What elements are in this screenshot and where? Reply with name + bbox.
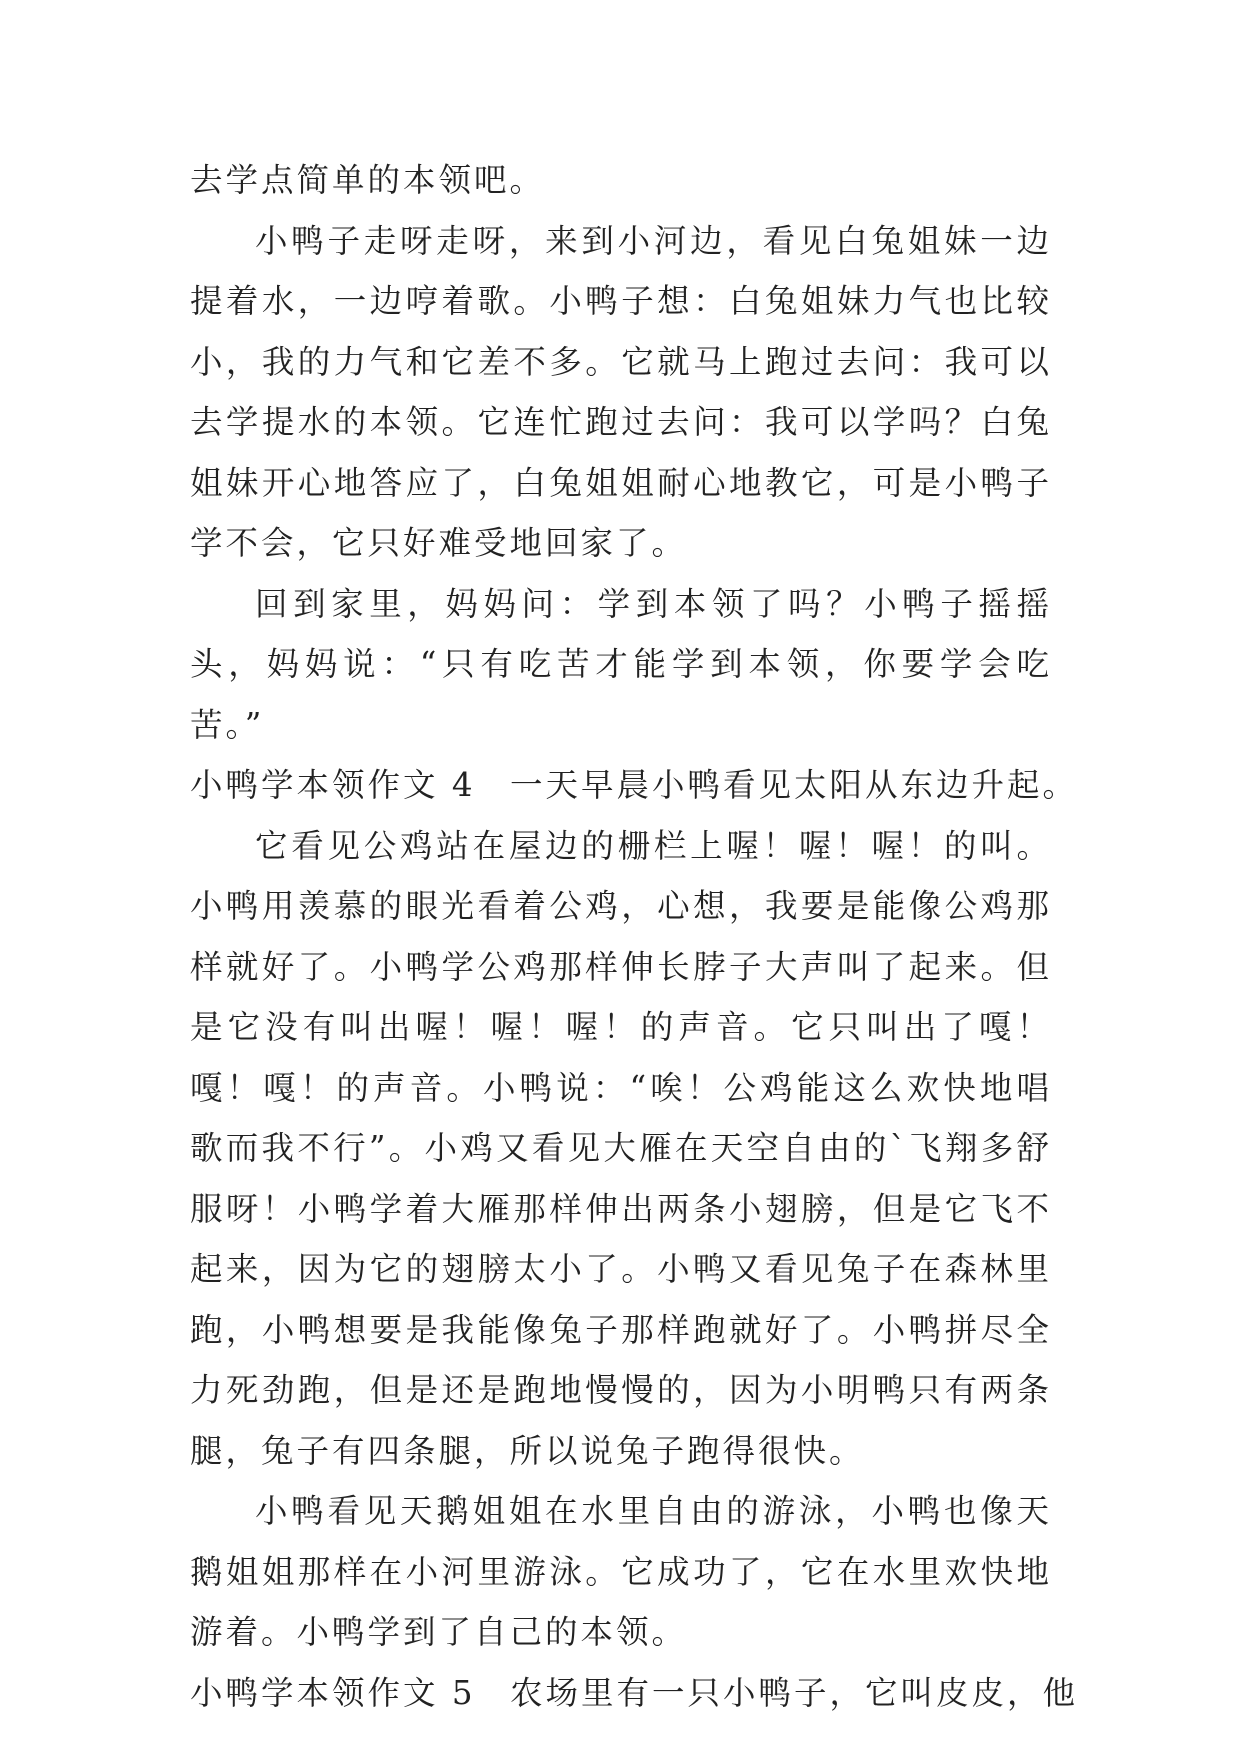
essay-opening-5: 农场里有一只小鸭子，它叫皮皮，他 bbox=[510, 1673, 1079, 1712]
document-body bbox=[190, 150, 1079, 1723]
paragraph-4: 它看见公鸡站在屋边的栅栏上喔！喔！喔！的叫。小鸭用羡慕的眼光看着公鸡，心想，我要是能像公鸡那样就好了。小鸭学公鸡那样伸长脖子大声叫了起来。但是它没有叫出喔！喔！喔！的声音。它只叫出了嘎！嘎！嘎！的声音。小鸭说：“唉！公鸡能这么欢快地唱歌而我不行”。小鸡又看见大雁在天空自由的`飞翔多舒服呀！小鸭学着大雁那样伸出两条小翅膀，但是它飞不起来，因为它的翅膀太小了。小鸭又看见兔子在森林里跑，小鸭想要是我能像兔子那样跑就好了。小鸭拼尽全力死劲跑，但是还是跑地慢慢的，因为小明鸭只有两条腿，兔子有四条腿，所以说兔子跑得很快。 bbox=[190, 826, 1052, 1470]
essay-title-5: 小鸭学本领作文 5 bbox=[190, 1673, 476, 1712]
paragraph-5: 小鸭看见天鹅姐姐在水里自由的游泳，小鸭也像天鹅姐姐那样在小河里游泳。它成功了，它在水里欢快地游着。小鸭学到了自己的本领。 bbox=[190, 1492, 1052, 1651]
essay-title-4: 小鸭学本领作文 4 bbox=[190, 766, 476, 804]
paragraph-1: 去学点简单的本领吧。 bbox=[190, 161, 546, 199]
essay-opening-4: 一天早晨小鸭看见太阳从东边升起。 bbox=[510, 766, 1079, 804]
paragraph-2: 小鸭子走呀走呀，来到小河边，看见白兔姐妹一边提着水，一边哼着歌。小鸭子想：白兔姐妹力气也比较小，我的力气和它差不多。它就马上跑过去问：我可以去学提水的本领。它连忙跑过去问：我可以学吗？白兔姐妹开心地答应了，白兔姐姐耐心地教它，可是小鸭子学不会，它只好难受地回家了。 bbox=[190, 221, 1052, 562]
paragraph-3: 回到家里，妈妈问：学到本领了吗？小鸭子摇摇头，妈妈说：“只有吃苦才能学到本领，你要学会吃苦。” bbox=[190, 584, 1052, 744]
essay-heading-4 bbox=[190, 755, 1079, 816]
essay-heading-5 bbox=[190, 1663, 1079, 1724]
